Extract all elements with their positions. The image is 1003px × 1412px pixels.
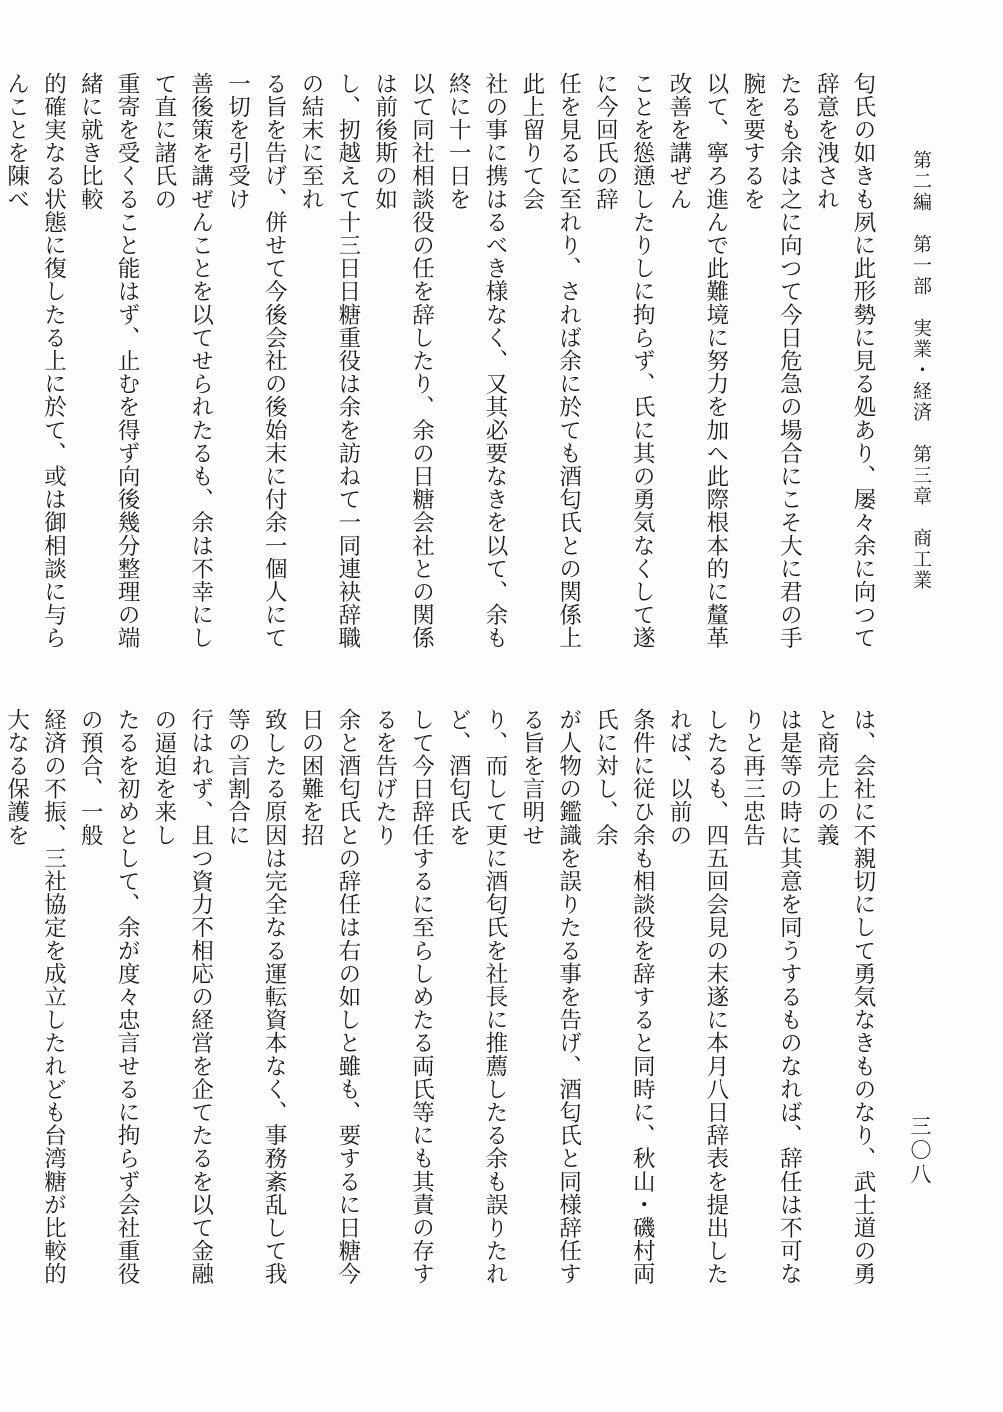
text-line: して今日辞任するに至らしめたる両氏等にも其責の存するを告げたり [371, 708, 435, 1286]
text-line: ことを慫慂したりしに拘らず、氏に其の勇気なくして遂に今回氏の辞 [592, 72, 656, 650]
text-line: したるも、四五回会見の末遂に本月八日辞表を提出したれば、以前の [666, 708, 729, 1286]
text-line: 匂氏の如きも夙に此形勢に見る処あり、屡々余に向つて辞意を洩され [813, 72, 876, 650]
text-line: 致したる原因は完全なる運転資本なく、事務紊乱して我等の言割合に [224, 708, 288, 1286]
upper-text-block [0, 72, 881, 664]
text-line: たるも余は之に向つて今日危急の場合にこそ大に君の手腕を要するを [739, 72, 803, 650]
text-line: 条件に従ひ余も相談役を辞すると同時に、秋山・磯村両氏に対し、余 [592, 708, 656, 1286]
text-line: が人物の鑑識を誤りたる事を告げ、酒匂氏と同様辞任する旨を言明せ [518, 708, 582, 1286]
text-line: 重寄を受くること能はず、止むを得ず向後幾分整理の端緒に就き比較 [77, 72, 141, 650]
text-line: 的確実なる状態に復したる上に於て、或は御相談に与らんことを陳べ [3, 72, 67, 650]
text-line: 善後策を講ぜんことを以てせられたるも、余は不幸にして直に諸氏の [150, 72, 214, 650]
text-line: し、扨越えて十三日日糖重役は余を訪ねて一同連袂辞職の結末に至れ [298, 72, 361, 650]
text-line: 任を見るに至れり、されば余に於ても酒匂氏との関係上此上留りて会 [518, 72, 582, 650]
running-header: 第二編 第一部 実業・経済 第三章 商工業 [910, 150, 932, 591]
text-line: り、而して更に酒匂氏を社長に推薦したる余も誤りたれど、酒匂氏を [445, 708, 509, 1286]
page-number: 三〇八 [908, 1115, 932, 1187]
text-line: 以て同社相談役の任を辞したり、余の日糖会社との関係は前後斯の如 [371, 72, 435, 650]
lower-text-block [0, 708, 881, 1300]
text-line: たるを初めとして、余が度々忠言せるに拘らず会社重役の預合、一般 [77, 708, 141, 1286]
text-line: る旨を告げ、併せて今後会社の後始末に付余一個人にて一切を引受け [224, 72, 288, 650]
text-line: 経済の不振、三社協定を成立したれども台湾糖が比較的大なる保護を [3, 708, 67, 1286]
text-line: 行はれず、且つ資力不相応の経営を企てたるを以て金融の逼迫を来し [150, 708, 214, 1286]
text-line: は、会社に不親切にして勇気なきものなり、武士道の勇と商売上の義 [813, 708, 876, 1286]
text-line: 社の事に携はるべき様なく、又其必要なきを以て、余も終に十一日を [445, 72, 509, 650]
text-line: 以て、寧ろ進んで此難境に努力を加へ此際根本的に釐革改善を講ぜん [666, 72, 729, 650]
text-line: 余と酒匂氏との辞任は右の如しと雖も、要するに日糖今日の困難を招 [298, 708, 361, 1286]
text-line: は是等の時に其意を同うするものなれば、辞任は不可なりと再三忠告 [739, 708, 803, 1286]
